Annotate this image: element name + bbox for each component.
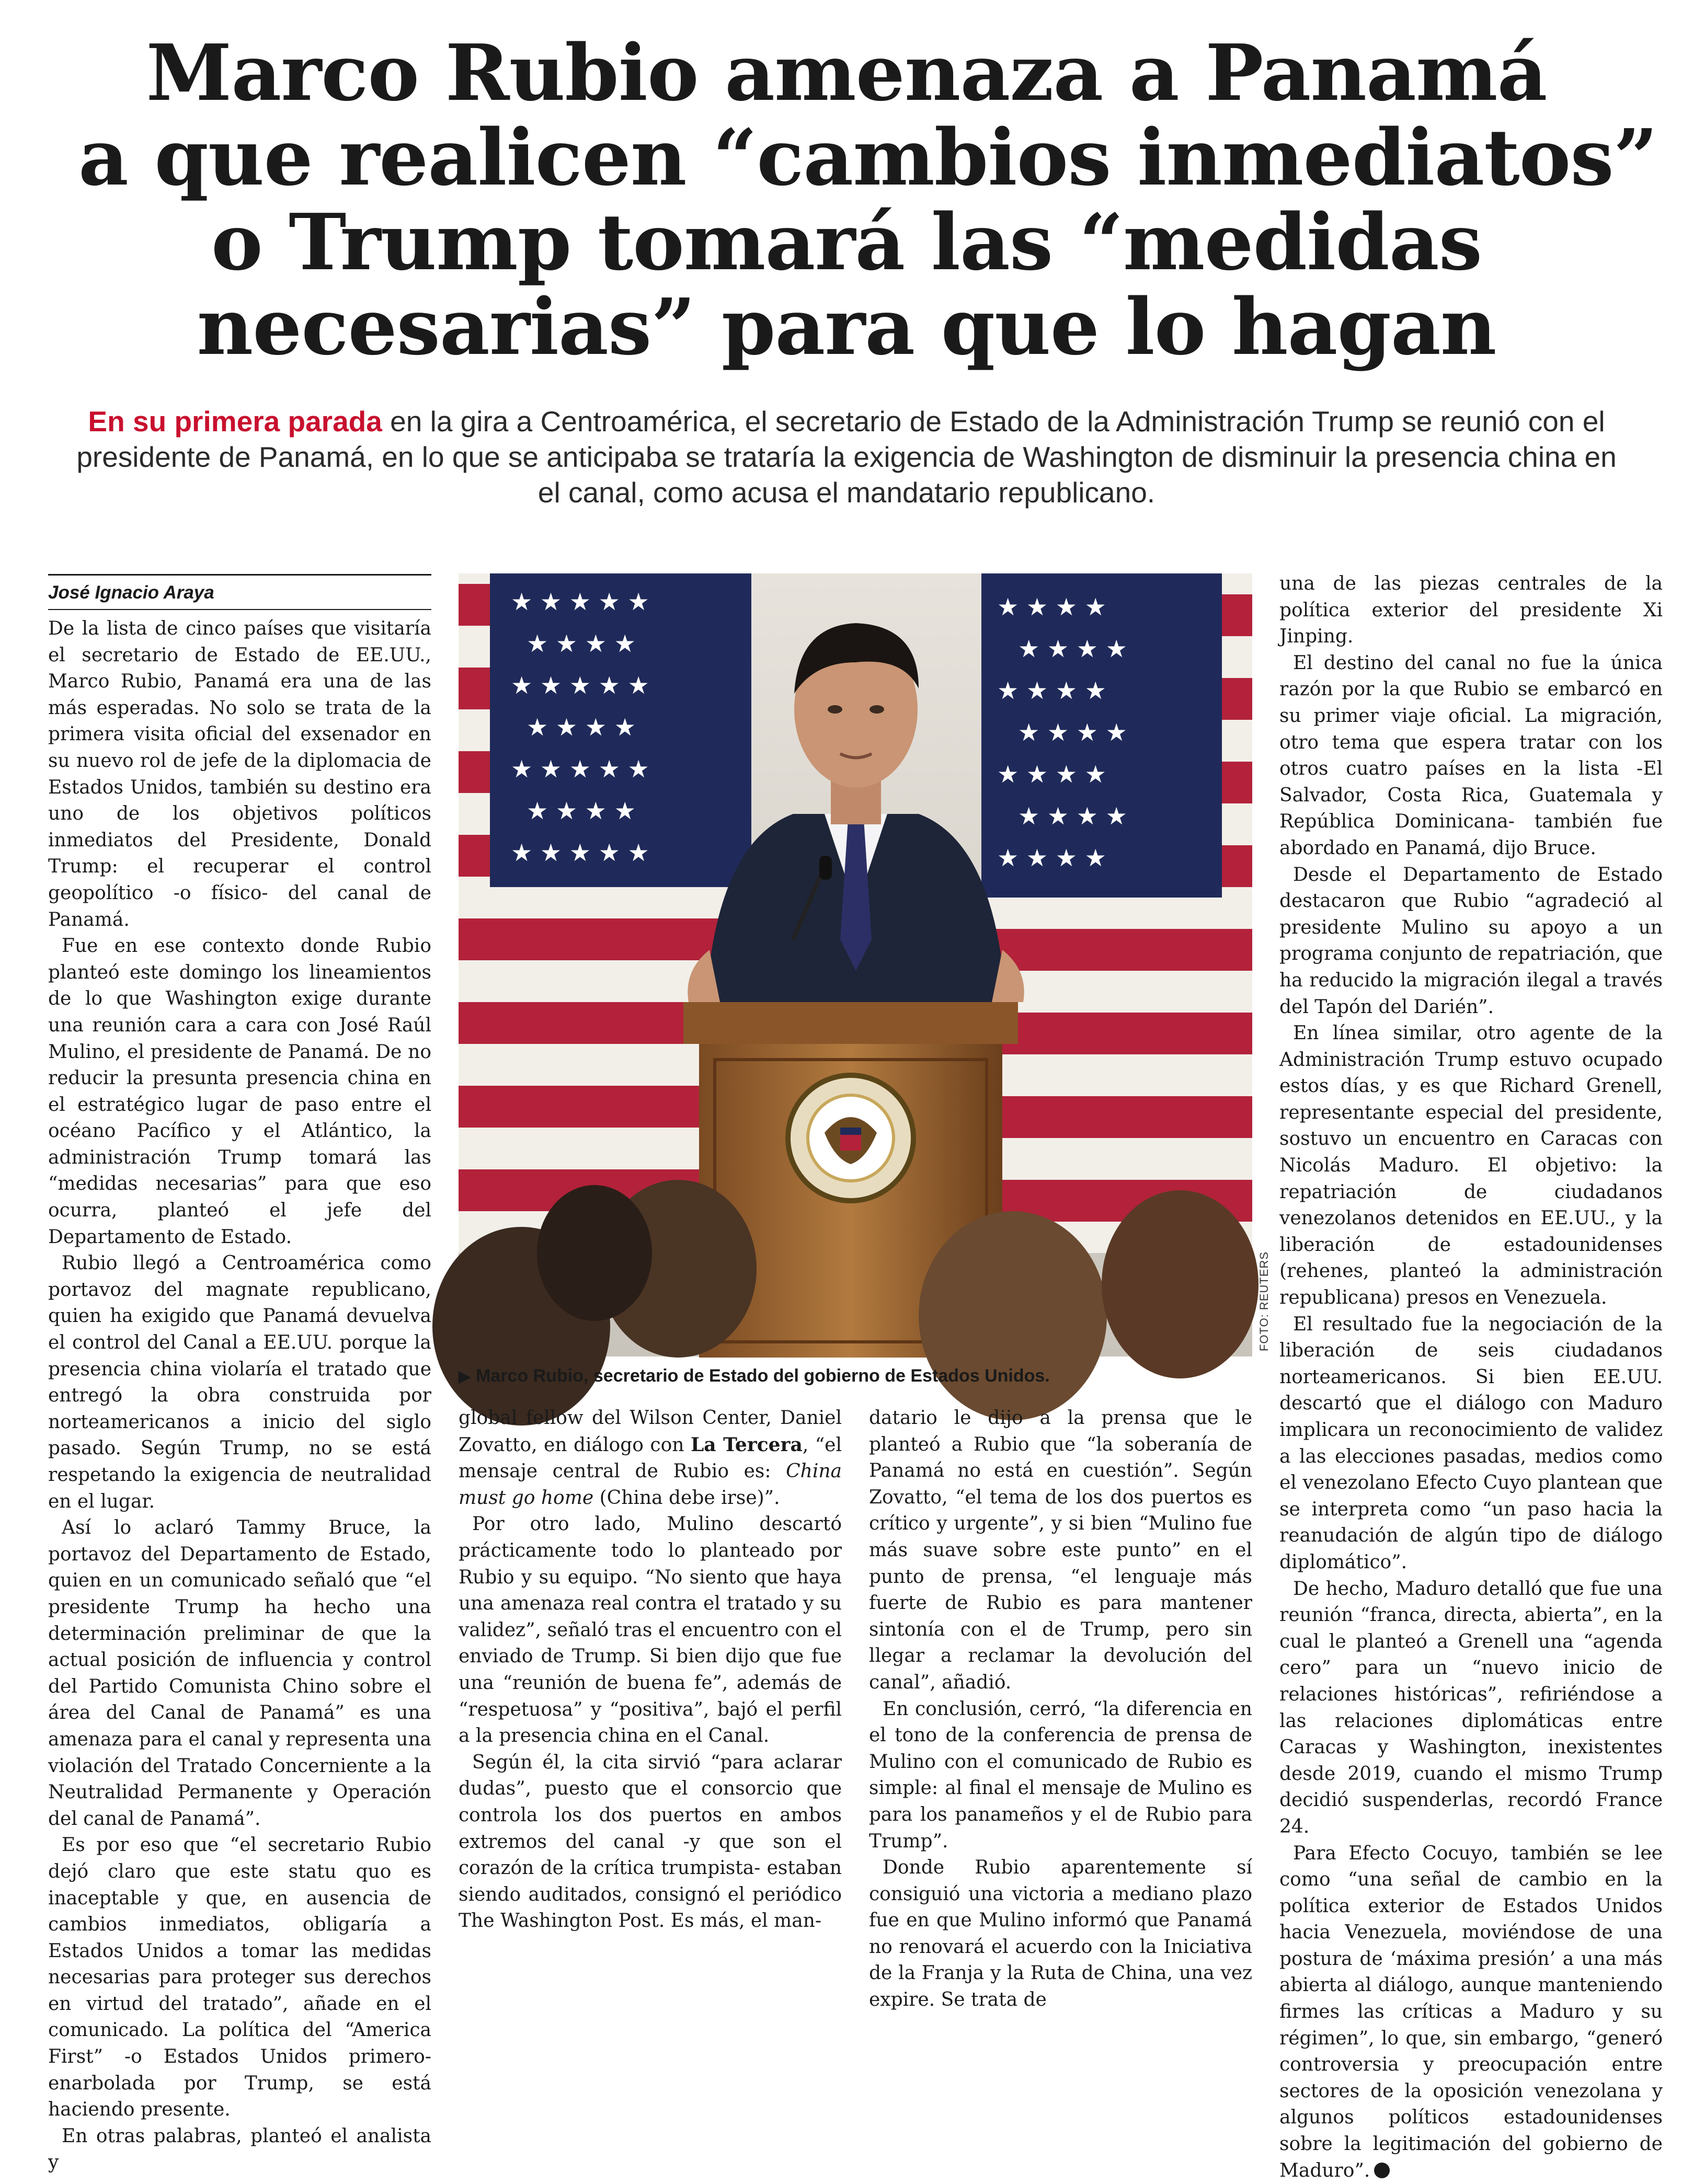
text-run: , “el mensaje central de Rubio es:: [459, 1434, 842, 1482]
article-column-4: [1279, 571, 1663, 1935]
headline: [78, 30, 1615, 369]
paragraph: Así lo aclaró Tammy Bruce, la portavoz del Departamento de Estado, quien en un comunicado señaló que “el presidente Trump ha hecho una determinación preliminar de que la actual posición de influencia y control del Partido Comunista Chino sobre el área del Canal de Panamá” es una amenaza para el canal y representa una violación del Tratado Concerniente a la Neutralidad Permanente y Operación del canal de Panamá”.: [48, 1515, 431, 1832]
paragraph: Fue en ese contexto donde Rubio planteó este domingo los lineamientos de lo que Washington exige durante una reunión cara a cara con José Raúl Mulino, el presidente de Panamá. De no reducir la presunta presencia china en el estratégico lugar de paso entre el océano Pacífico y el Atlántico, la administración Trump tomará las “medidas necesarias” para que eso ocurra, planteó el jefe del Departamento de Estado.: [48, 933, 431, 1250]
svg-text:★ ★ ★ ★ ★: ★ ★ ★ ★ ★: [511, 671, 649, 699]
photo-caption: [459, 1365, 1252, 1387]
svg-text:★ ★ ★ ★: ★ ★ ★ ★: [997, 593, 1106, 621]
byline: José Ignacio Araya: [48, 574, 431, 610]
paragraph: Según él, la cita sirvió “para aclarar dudas”, puesto que el consorcio que controla los dos puertos en ambos extremos del canal -y que son el corazón de la crítica trumpista- estaban siendo auditados, consignó el periódico The Washington Post. Es más, el man-: [459, 1750, 842, 1935]
text-run: global fellow del Wilson Center, Daniel Zovatto, en diálogo con: [459, 1407, 842, 1456]
deck-text: en la gira a Centroamérica, el secretario de Estado de la Administración Trump se reunió con el presidente de Panamá, en lo que se anticipaba se trataría la exigencia de Washington de disminuir la presencia china en el canal, como acusa el mandatario republicano.: [76, 405, 1616, 509]
svg-text:★ ★ ★ ★: ★ ★ ★ ★: [997, 844, 1106, 872]
text-run: Para Efecto Cocuyo, también se lee como “una señal de cambio en la política exterior de Estados Unidos hacia Venezuela, moviéndose de una postura de ‘máxima presión’ a una más abierta al diálogo, aunque manteniendo firmes las críticas a Maduro y su régimen”, lo que, sin embargo, “generó controversia y preocupación entre sectores de la oposición venezolana y algunos políticos estadounidenses sobre la legitimación del gobierno de Maduro”.: [1279, 1843, 1663, 2181]
svg-text:★ ★ ★ ★: ★ ★ ★ ★: [1018, 635, 1127, 663]
svg-text:★ ★ ★ ★ ★: ★ ★ ★ ★ ★: [511, 838, 649, 867]
paragraph: En otras palabras, planteó el analista y: [48, 2123, 431, 2176]
paragraph: Rubio llegó a Centroamérica como portavoz del magnate republicano, quien ha exigido que Panamá devuelva el control del Canal a EE.UU. porque la presencia china violaría el tratado que entregó la obra construida por norteamericanos a inicio del siglo pasado. Según Trump, no se está respetando la exigencia de neutralidad en el lugar.: [48, 1250, 431, 1515]
paragraph: El resultado fue la negociación de la liberación de seis ciudadanos norteamericanos. Si bien EE.UU. descartó que el diálogo con Maduro implicara un reconocimiento de validez a las elecciones pasadas, medios como el venezolano Efecto Cuyo plantean que se interpreta como “un paso hacia la reanudación de algún tipo de diálogo diplomático”.: [1279, 1312, 1663, 1576]
svg-text:★ ★ ★ ★: ★ ★ ★ ★: [997, 760, 1106, 788]
end-dot-icon: [1374, 2163, 1390, 2178]
deck-lead: En su primera parada: [88, 405, 382, 438]
paragraph: De la lista de cinco países que visitaría el secretario de Estado de EE.UU., Marco Rubio, Panamá era una de las más esperadas. No solo se trata de la primera visita oficial del exsenador en su nuevo rol de jefe de la diplomacia de Estados Unidos, también su destino era uno de los objetivos políticos inmediatos del Presidente, Donald Trump: el recuperar el control geopolítico -o físico- del canal de Panamá.: [48, 616, 431, 933]
triangle-right-icon: ▶: [459, 1368, 471, 1385]
deck: [73, 404, 1620, 510]
svg-text:★ ★ ★ ★: ★ ★ ★ ★: [527, 797, 636, 825]
paragraph: El destino del canal no fue la única razón por la que Rubio se embarcó en su primer viaje oficial. La migración, otro tema que espera tratar con los otros cuatro países en la lista -El Salvador, Costa Rica, Guatemala y República Dominicana- también fue abordado en Panamá, dijo Bruce.: [1279, 650, 1663, 862]
text-run: (China debe irse)”.: [593, 1487, 780, 1509]
photo-credit: FOTO: REUTERS: [1257, 1251, 1271, 1351]
paragraph: Es por eso que “el secretario Rubio dejó claro que este statu quo es inaceptable y que, en ausencia de cambios inmediatos, obligaría a Estados Unidos a tomar las medidas necesarias para proteger sus derechos en virtud del tratado”, añade en el comunicado. La política del “America First” -o Estados Unidos primero- enarbolada por Trump, se está haciendo presente.: [48, 1832, 431, 2123]
svg-text:★ ★ ★ ★: ★ ★ ★ ★: [1018, 802, 1127, 830]
paragraph: Donde Rubio aparentemente sí consiguió una victoria a mediano plazo fue en que Mulino informó que Panamá no renovará el acuerdo con la Iniciativa de la Franja y la Ruta de China, una vez expire. Se trata de: [869, 1855, 1252, 2014]
photo-illustration: [459, 573, 1252, 1357]
paragraph: Desde el Departamento de Estado destacaron que Rubio “agradeció al presidente Mulino su apoyo a un programa conjunto de repatriación, que ha reducido la migración ilegal a través del Tapón del Darién”.: [1279, 862, 1663, 1021]
headline-line-2: a que realicen “cambios inmediatos”: [78, 115, 1615, 200]
headline-line-1: Marco Rubio amenaza a Panamá: [78, 30, 1615, 115]
article-column-2: [459, 1405, 842, 1933]
svg-text:★ ★ ★ ★: ★ ★ ★ ★: [997, 676, 1106, 705]
article-column-3: [869, 1405, 1252, 1933]
svg-text:★ ★ ★ ★ ★: ★ ★ ★ ★ ★: [511, 588, 649, 616]
paragraph: datario le dijo a la prensa que le planteó a Rubio que “la soberanía de Panamá no está en cuestión”. Según Zovatto, “el tema de los dos puertos es crítico y urgente”, y si bien “Mulino fue más suave sobre este punto” en el punto de prensa, “el lenguaje más fuerte de Rubio es para mantener sintonía con el de Trump, pero sin llegar a reclamar la devolución del canal”, añadió.: [869, 1405, 1252, 1696]
svg-text:★ ★ ★ ★ ★: ★ ★ ★ ★ ★: [511, 755, 649, 783]
paragraph: En conclusión, cerró, “la diferencia en el tono de la conferencia de prensa de Mulino con el comunicado de Rubio es simple: al final el mensaje de Mulino es para los panameños y el de Rubio para Trump”.: [869, 1696, 1252, 1855]
paragraph: En línea similar, otro agente de la Administración Trump estuvo ocupado estos días, y es que Richard Grenell, representante especial del presidente, sostuvo un encuentro en Caracas con Nicolás Maduro. El objetivo: la repatriación de ciudadanos venezolanos detenidos en EE.UU., y la liberación de estadounidenses (rehenes, planteó la administración republicana) presos en Venezuela.: [1279, 1020, 1663, 1312]
flag-right: [981, 573, 1252, 1253]
paragraph: Por otro lado, Mulino descartó prácticamente todo lo planteado por Rubio y su equipo. “No siento que haya una amenaza real contra el tratado y su validez”, señaló tras el encuentro con el enviado de Trump. Si bien dijo que fue una “reunión de buena fe”, además de “respetuosa” y “positiva”, bajó el perfil a la presencia china en el Canal.: [459, 1511, 842, 1749]
main-photo: [459, 573, 1252, 1357]
paragraph: De hecho, Maduro detalló que fue una reunión “franca, directa, abierta”, en la cual le planteó a Grenell una “agenda cero” para un “nuevo inicio de relaciones históricas”, refiriéndose a las relaciones diplomáticas entre Caracas y Washington, inexistentes desde 2019, cuando el mismo Trump decidió suspenderlas, recordó France 24.: [1279, 1576, 1663, 1841]
headline-line-4: necesarias” para que lo hagan: [78, 284, 1615, 369]
quote-italic: China must go home: [459, 1461, 842, 1509]
caption-text: Marco Rubio, secretario de Estado del gobierno de Estados Unidos.: [476, 1366, 1050, 1386]
article-column-1: [48, 616, 431, 1938]
headline-line-3: o Trump tomará las “medidas: [78, 200, 1615, 284]
paragraph: una de las piezas centrales de la política exterior del presidente Xi Jinping.: [1279, 571, 1663, 650]
svg-text:★ ★ ★ ★: ★ ★ ★ ★: [527, 629, 636, 658]
newspaper-name: La Tercera: [691, 1434, 803, 1456]
svg-text:★ ★ ★ ★: ★ ★ ★ ★: [1018, 718, 1127, 746]
paragraph: [1279, 1841, 1663, 2184]
paragraph: [459, 1405, 842, 1511]
svg-text:★ ★ ★ ★: ★ ★ ★ ★: [527, 713, 636, 741]
